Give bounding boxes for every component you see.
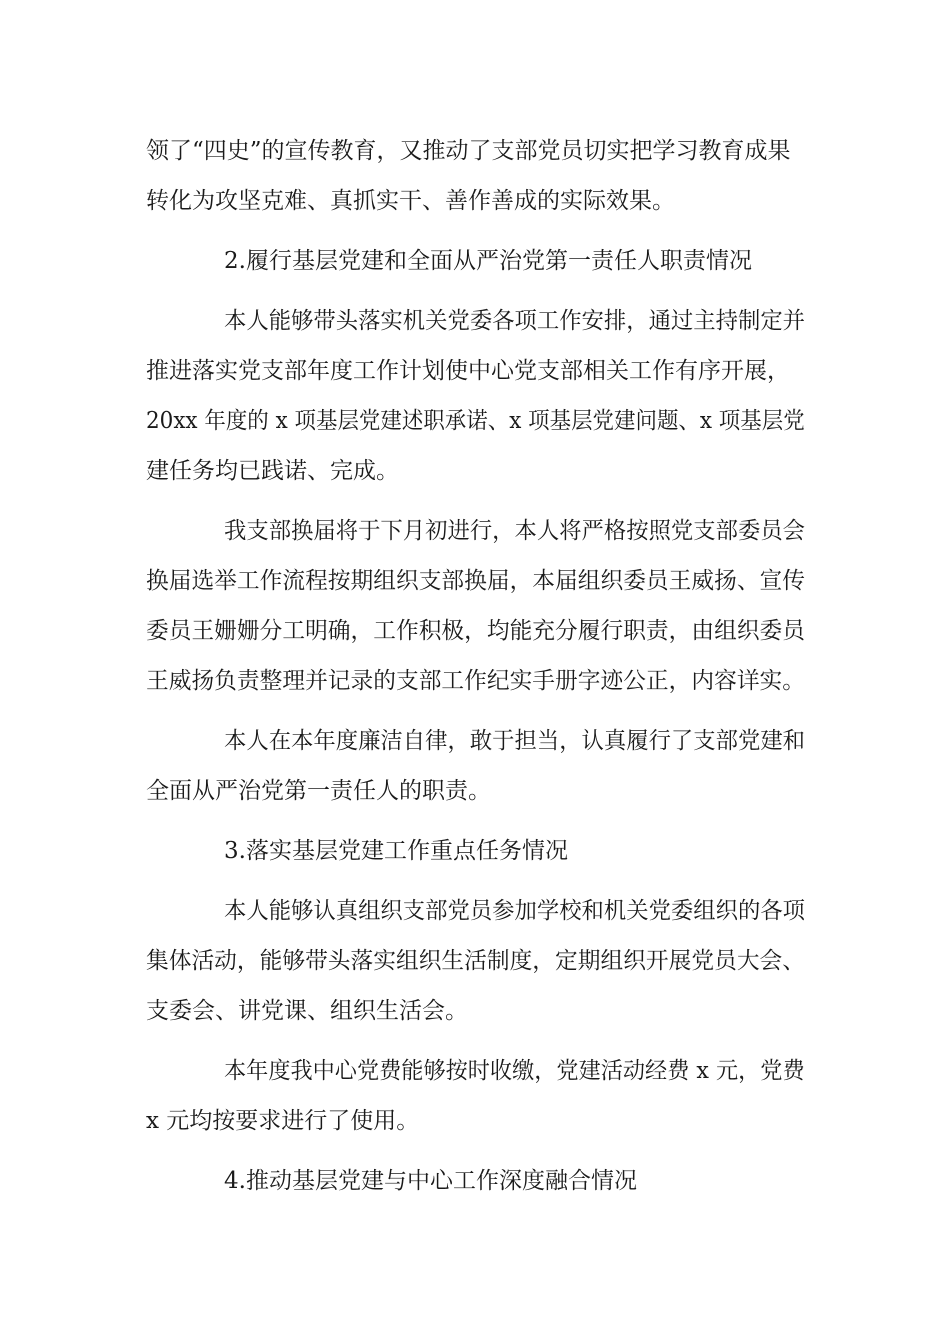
- paragraph-line: 我支部换届将于下月初进行，本人将严格按照党支部委员会: [224, 518, 806, 544]
- paragraph-line: 转化为攻坚克难、真抓实干、善作善成的实际效果。: [146, 188, 675, 214]
- paragraph-line: x 元均按要求进行了使用。: [146, 1108, 420, 1134]
- paragraph-line: 全面从严治党第一责任人的职责。: [146, 778, 491, 804]
- section-heading-2: 2.履行基层党建和全面从严治党第一责任人职责情况: [224, 248, 752, 274]
- section-heading-3: 3.落实基层党建工作重点任务情况: [224, 838, 568, 864]
- paragraph-line: 集体活动，能够带头落实组织生活制度，定期组织开展党员大会、: [146, 948, 805, 974]
- paragraph-line: 领了“四史”的宣传教育，又推动了支部党员切实把学习教育成果: [146, 138, 791, 164]
- section-heading-4: 4.推动基层党建与中心工作深度融合情况: [224, 1168, 637, 1194]
- paragraph-line: 委员王姗姗分工明确，工作积极，均能充分履行职责，由组织委员: [146, 618, 805, 644]
- paragraph-line: 本人能够认真组织支部党员参加学校和机关党委组织的各项: [224, 898, 806, 924]
- paragraph-line: 本人在本年度廉洁自律，敢于担当，认真履行了支部党建和: [224, 728, 806, 754]
- paragraph-line: 换届选举工作流程按期组织支部换届，本届组织委员王威扬、宣传: [146, 568, 805, 594]
- paragraph-line: 本人能够带头落实机关党委各项工作安排，通过主持制定并: [224, 308, 806, 334]
- paragraph-line: 20xx 年度的 x 项基层党建述职承诺、x 项基层党建问题、x 项基层党: [146, 408, 805, 434]
- paragraph-line: 王威扬负责整理并记录的支部工作纪实手册字迹公正，内容详实。: [146, 668, 805, 694]
- paragraph-line: 推进落实党支部年度工作计划使中心党支部相关工作有序开展，: [146, 358, 790, 384]
- paragraph-line: 建任务均已践诺、完成。: [146, 458, 399, 484]
- paragraph-line: 支委会、讲党课、组织生活会。: [146, 998, 468, 1024]
- paragraph-line: 本年度我中心党费能够按时收缴，党建活动经费 x 元，党费: [224, 1058, 805, 1084]
